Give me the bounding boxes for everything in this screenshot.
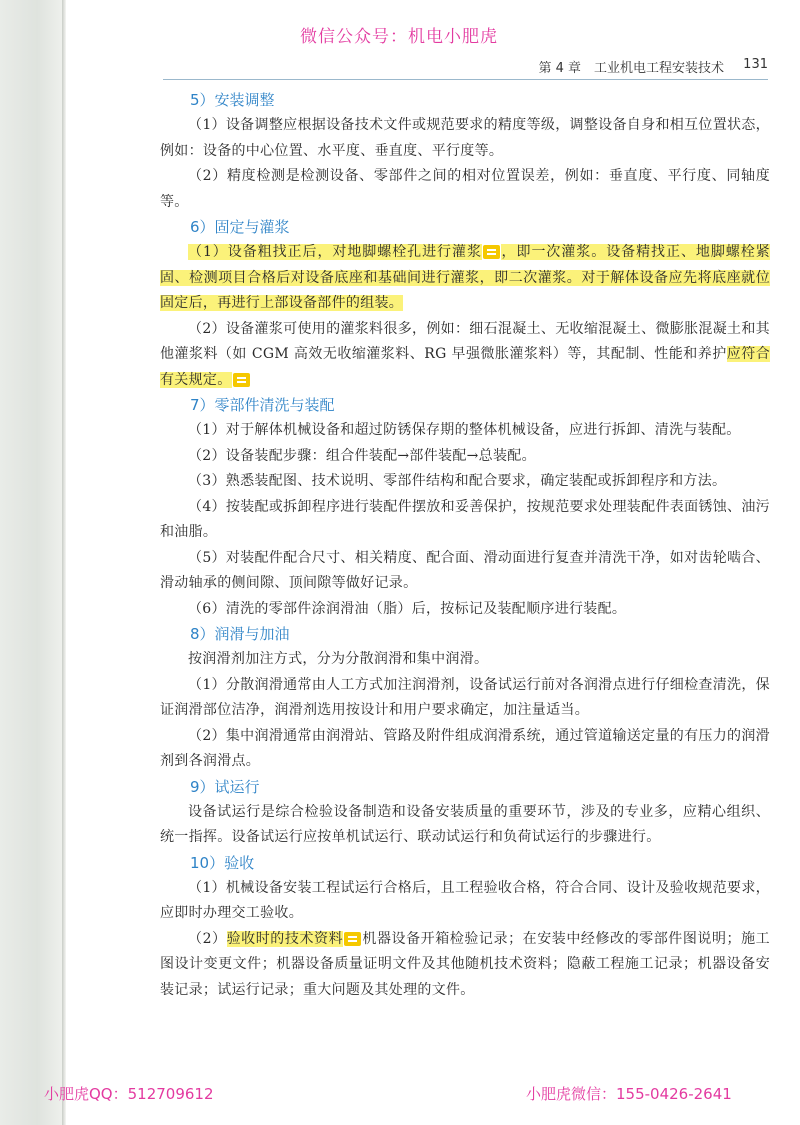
section-title-7: 7）零部件清洗与装配 <box>190 396 335 414</box>
comment-note-icon[interactable] <box>344 932 361 946</box>
section-title-9: 9）试运行 <box>190 777 260 796</box>
paragraph: （2）精度检测是检测设备、零部件之间的相对位置误差，例如：垂直度、平行度、同轴度等。 <box>160 168 770 210</box>
highlight-text[interactable]: 应符合有关规定。 <box>160 346 771 388</box>
book-spine-shadow <box>0 0 62 1125</box>
paragraph: 按润滑剂加注方式，分为分散润滑和集中润滑。 <box>188 651 489 667</box>
section-title-10: 10）验收 <box>190 853 255 872</box>
paragraph: （4）按装配或拆卸程序进行装配件摆放和妥善保护，按规范要求处理装配件表面锈蚀、油污和油脂。 <box>160 498 770 540</box>
highlight-text[interactable]: 验收时的技术资料 <box>226 930 344 947</box>
highlight-text[interactable]: （1）设备粗找正后，对地脚螺栓孔进行灌浆 <box>188 244 482 260</box>
paragraph: 设备试运行是综合检验设备制造和设备安装质量的重要环节，涉及的专业多，应精心组织、统一指挥。设备试运行应按单机试运行、联动试运行和负荷试运行的步骤进行。 <box>160 803 770 845</box>
highlight-text[interactable]: ，即一次灌浆。设备精找正、地脚螺栓紧固、检测项目合格后对设备底座和基础间进行灌浆，即二次灌浆。对于解体设备应先将底座就位固定后，再进行上部设备部件的组装。 <box>160 244 770 311</box>
comment-note-icon[interactable] <box>233 373 250 387</box>
paragraph: （3）熟悉装配图、技术说明、零部件结构和配合要求，确定装配或拆卸程序和方法。 <box>188 473 727 489</box>
highlighted-paragraph <box>160 240 770 317</box>
section-title-8: 8）润滑与加油 <box>190 625 290 643</box>
comment-note-icon[interactable] <box>483 245 500 259</box>
paragraph: （1）对于解体机械设备和超过防锈保存期的整体机械设备，应进行拆卸、清洗与装配。 <box>188 422 741 438</box>
page-number: 131 <box>743 57 768 72</box>
paragraph-text: （2）设备灌浆可使用的灌浆料很多，例如：细石混凝土、无收缩混凝土、微膨胀混凝土和其他灌浆料（如 CGM 高效无收缩灌浆料、RG 早强微胀灌浆料）等，其配制、性能和养护 <box>160 320 770 362</box>
watermark-wechat: 小肥虎微信：155-0426-2641 <box>526 1085 732 1103</box>
paragraph: （2）设备装配步骤：组合件装配→部件装配→总装配。 <box>188 447 536 464</box>
paragraph: （1）设备调整应根据设备技术文件或规范要求的精度等级，调整设备自身和相互位置状态，例如：设备的中心位置、水平度、垂直度、平行度等。 <box>160 117 770 159</box>
paragraph: （1）分散润滑通常由人工方式加注润滑剂，设备试运行前对各润滑点进行仔细检查清洗，保证润滑部位洁净，润滑剂选用按设计和用户要求确定，加注量适当。 <box>160 676 770 718</box>
page-content <box>160 88 770 1003</box>
section-title-5: 5）安装调整 <box>190 91 275 109</box>
paragraph: （1）机械设备安装工程试运行合格后，且工程验收合格，符合合同、设计及验收规范要求，应即时办理交工验收。 <box>160 879 770 921</box>
section-title-6: 6）固定与灌浆 <box>190 218 290 236</box>
paragraph: （5）对装配件配合尺寸、相关精度、配合面、滑动面进行复查并清洗干净，如对齿轮啮合、滑动轴承的侧间隙、顶间隙等做好记录。 <box>160 549 770 591</box>
watermark-qq: 小肥虎QQ：512709612 <box>44 1085 214 1103</box>
chapter-title: 第 4 章 工业机电工程安装技术 <box>538 61 724 76</box>
page-header <box>163 55 768 80</box>
paragraph: （6）清洗的零部件涂润滑油（脂）后，按标记及装配顺序进行装配。 <box>188 600 627 617</box>
paragraph-text: （2） <box>188 930 227 947</box>
paragraph-text: 机器设备开箱检验记录；在安装中经修改的零部件图说明；施工图设计变更文件；机器设备质量证明文件及其他随机技术资料；隐蔽工程施工记录；机器设备安装记录；试运行记录；重大问题及其处理的文件。 <box>160 930 770 998</box>
watermark-top: 微信公众号：机电小肥虎 <box>300 27 498 47</box>
paragraph <box>160 927 770 1004</box>
paragraph: （2）集中润滑通常由润滑站、管路及附件组成润滑系统，通过管道输送定量的有压力的润滑剂到各润滑点。 <box>160 727 770 769</box>
paragraph <box>160 317 770 394</box>
